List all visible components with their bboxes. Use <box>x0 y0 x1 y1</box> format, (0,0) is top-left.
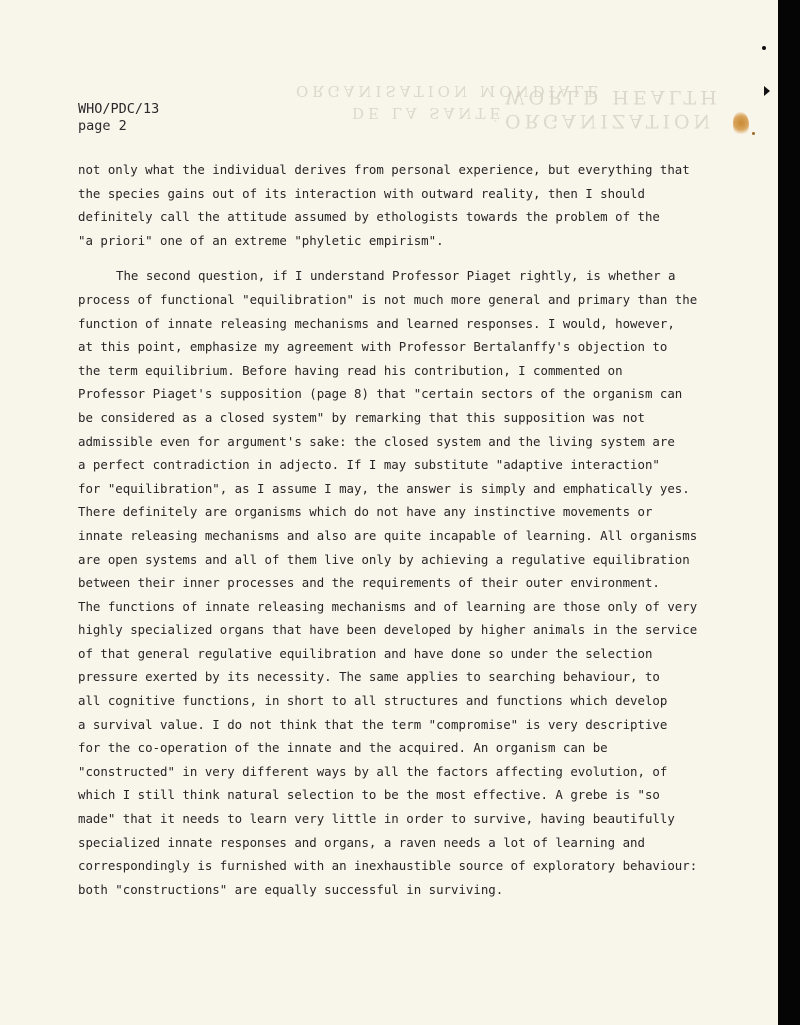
text-line: which I still think natural selection to be the most effective. A grebe is "so <box>78 787 660 803</box>
text-line: of that general regulative equilibration and have done so under the selection <box>78 645 653 661</box>
text-line: admissible even for argument's sake: the closed system and the living system are <box>78 433 675 449</box>
watermark-right-line2: ORGANIZATION <box>505 110 715 132</box>
text-line: a perfect contradiction in adjecto. If I may substitute "adaptive interaction" <box>78 457 660 473</box>
watermark-right-line1: WORLD HEALTH <box>505 86 721 108</box>
text-line: pressure exerted by its necessity. The same applies to searching behaviour, to <box>78 669 660 685</box>
text-line: highly specialized organs that have been developed by higher animals in the service <box>78 622 698 638</box>
text-line: definitely call the attitude assumed by ethologists towards the problem of the <box>78 209 660 225</box>
text-line: the term equilibrium. Before having read his contribution, I commented on <box>78 362 623 378</box>
text-line: for the co-operation of the innate and the acquired. An organism can be <box>78 740 608 756</box>
paragraph-gap <box>78 252 718 264</box>
text-line: the species gains out of its interaction with outward reality, then I should <box>78 185 645 201</box>
edge-mark <box>764 86 770 96</box>
scan-border <box>778 0 800 1025</box>
page-number: page 2 <box>78 118 127 134</box>
text-line: correspondingly is furnished with an inexhaustible source of exploratory behaviour: <box>78 858 698 874</box>
watermark-left-line2: DE LA SANTÉ <box>352 104 505 122</box>
text-line: innate releasing mechanisms and also are quite incapable of learning. All organisms <box>78 527 698 543</box>
text-line: "constructed" in very different ways by all the factors affecting evolution, of <box>78 763 668 779</box>
text-line: both "constructions" are equally successful in surviving. <box>78 881 504 897</box>
text-line: between their inner processes and the requirements of their outer environment. <box>78 575 660 591</box>
text-line: made" that it needs to learn very little in order to survive, having beautifully <box>78 811 675 827</box>
edge-mark <box>762 46 766 50</box>
text-line: process of functional "equilibration" is not much more general and primary than the <box>78 291 698 307</box>
text-line: Professor Piaget's supposition (page 8) that "certain sectors of the organism can <box>78 386 683 402</box>
watermark-left-line1: ORGANISATION MONDIALE <box>296 82 603 100</box>
text-line: specialized innate responses and organs, a raven needs a lot of learning and <box>78 834 645 850</box>
text-line: be considered as a closed system" by remarking that this supposition was not <box>78 409 645 425</box>
text-line: for "equilibration", as I assume I may, the answer is simply and emphatically yes. <box>78 480 690 496</box>
text-line: The functions of innate releasing mechanisms and of learning are those only of very <box>78 598 698 614</box>
text-line: at this point, emphasize my agreement with Professor Bertalanffy's objection to <box>78 339 668 355</box>
text-line: function of innate releasing mechanisms and learned responses. I would, however, <box>78 315 675 331</box>
text-line: The second question, if I understand Professor Piaget rightly, is whether a <box>116 268 676 284</box>
body-text <box>78 158 718 901</box>
paper-stain-dot <box>752 132 755 135</box>
text-line: not only what the individual derives from personal experience, but everything that <box>78 162 690 177</box>
text-line: a survival value. I do not think that the term "compromise" is very descriptive <box>78 716 668 732</box>
text-line: all cognitive functions, in short to all structures and functions which develop <box>78 693 668 709</box>
text-line: "a priori" one of an extreme "phyletic empirism". <box>78 232 444 248</box>
paper-stain <box>733 112 749 136</box>
text-line: There definitely are organisms which do not have any instinctive movements or <box>78 504 653 520</box>
text-line: are open systems and all of them live only by achieving a regulative equilibration <box>78 551 690 567</box>
document-header <box>78 101 159 135</box>
document-reference: WHO/PDC/13 <box>78 101 160 117</box>
